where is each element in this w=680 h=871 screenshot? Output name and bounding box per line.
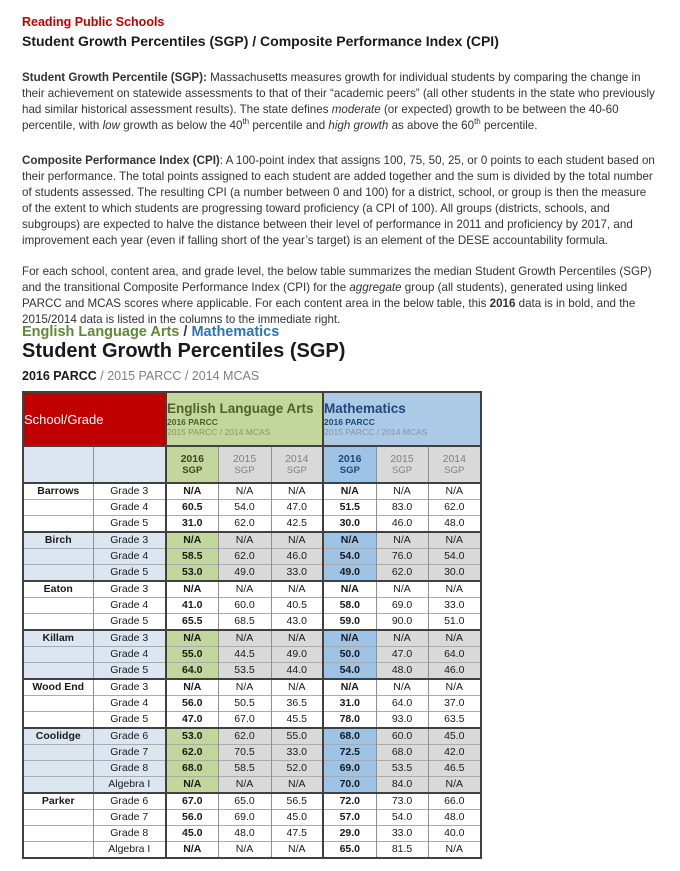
sgp-value-cell: 65.5 [166, 614, 218, 631]
sgp-value-cell: 70.0 [323, 777, 376, 794]
math-section-header [323, 392, 481, 446]
sgp-value-cell: 81.5 [376, 842, 428, 859]
sgp-value-cell: 50.5 [218, 696, 271, 712]
sgp-value-cell: 76.0 [376, 549, 428, 565]
column-label: SGP [234, 464, 255, 476]
sgp-value-cell: 65.0 [218, 793, 271, 810]
column-year: 2016 [338, 452, 362, 465]
sgp-value-cell: 51.5 [323, 500, 376, 516]
sgp-value-cell: 31.0 [323, 696, 376, 712]
sgp-table [22, 391, 482, 859]
table-row [23, 647, 481, 663]
text-segment: percentile. [480, 118, 538, 132]
sgp-value-cell: 31.0 [166, 516, 218, 533]
table-row [23, 696, 481, 712]
sgp-value-cell: 66.0 [428, 793, 481, 810]
sgp-value-cell: 54.0 [428, 549, 481, 565]
sgp-value-cell: N/A [428, 483, 481, 500]
sgp-value-cell: 48.0 [428, 516, 481, 533]
sgp-value-cell: 50.0 [323, 647, 376, 663]
sgp-value-cell: N/A [376, 630, 428, 647]
sgp-value-cell: 49.0 [271, 647, 323, 663]
school-name-cell [23, 663, 93, 680]
sgp-value-cell: 54.0 [376, 810, 428, 826]
text-segment: aggregate [349, 280, 402, 294]
grade-cell: Grade 5 [93, 565, 166, 582]
math-2015-column-header [376, 446, 428, 483]
sgp-value-cell: 56.0 [166, 810, 218, 826]
sgp-value-cell: 60.5 [166, 500, 218, 516]
grade-cell: Grade 3 [93, 679, 166, 696]
sgp-value-cell: 33.0 [271, 565, 323, 582]
text-segment: 2016 [489, 296, 516, 310]
sgp-value-cell: 58.5 [166, 549, 218, 565]
sgp-value-cell: 36.5 [271, 696, 323, 712]
sgp-value-cell: N/A [271, 842, 323, 859]
sgp-value-cell: 83.0 [376, 500, 428, 516]
sgp-value-cell: 40.5 [271, 598, 323, 614]
sgp-value-cell: N/A [428, 842, 481, 859]
column-label: SGP [182, 464, 203, 476]
sgp-value-cell: N/A [271, 532, 323, 549]
sgp-value-cell: N/A [271, 581, 323, 598]
sgp-value-cell: N/A [323, 581, 376, 598]
grade-cell: Grade 4 [93, 549, 166, 565]
table-row [23, 777, 481, 794]
sgp-value-cell: 69.0 [323, 761, 376, 777]
sgp-value-cell: 59.0 [323, 614, 376, 631]
sgp-value-cell: 53.0 [166, 565, 218, 582]
math-2016-column-header [323, 446, 376, 483]
sgp-value-cell: 62.0 [428, 500, 481, 516]
grade-cell: Grade 8 [93, 761, 166, 777]
sgp-value-cell: 42.5 [271, 516, 323, 533]
table-header-row-2 [23, 446, 481, 483]
text-segment: Composite Performance Index (CPI) [22, 153, 220, 167]
sgp-value-cell: 49.0 [218, 565, 271, 582]
sgp-value-cell: 54.0 [218, 500, 271, 516]
ela-2014-column-header [271, 446, 323, 483]
sgp-table-body [23, 483, 481, 858]
math-2014-column-header [428, 446, 481, 483]
table-row [23, 810, 481, 826]
sgp-value-cell: N/A [166, 483, 218, 500]
table-row [23, 483, 481, 500]
sgp-section-title: Student Growth Percentiles (SGP) [22, 340, 346, 362]
text-segment: percentile and [249, 118, 329, 132]
school-name-cell [23, 810, 93, 826]
text-segment: (or expected) growth to be between the 40-60 percentile, with [22, 102, 619, 132]
sgp-value-cell: 47.0 [271, 500, 323, 516]
sgp-value-cell: 56.5 [271, 793, 323, 810]
sgp-value-cell: 47.0 [376, 647, 428, 663]
table-row [23, 712, 481, 729]
sgp-value-cell: 44.0 [271, 663, 323, 680]
sgp-value-cell: N/A [218, 630, 271, 647]
sgp-value-cell: 57.0 [323, 810, 376, 826]
sgp-value-cell: 29.0 [323, 826, 376, 842]
sgp-value-cell: N/A [376, 532, 428, 549]
sgp-value-cell: 68.0 [323, 728, 376, 745]
ela-header-prior-years: 2015 PARCC / 2014 MCAS [167, 427, 271, 437]
data-sources-line [22, 369, 259, 383]
sgp-value-cell: 37.0 [428, 696, 481, 712]
table-row [23, 728, 481, 745]
school-name-cell [23, 500, 93, 516]
school-name-cell: Coolidge [23, 728, 93, 745]
school-name-cell: Killam [23, 630, 93, 647]
sgp-value-cell: 67.0 [218, 712, 271, 729]
sgp-value-cell: N/A [376, 581, 428, 598]
ela-header-title: English Language Arts [167, 401, 314, 416]
sgp-value-cell: N/A [218, 842, 271, 859]
sgp-value-cell: 53.0 [166, 728, 218, 745]
sgp-value-cell: N/A [376, 679, 428, 696]
text-segment: high growth [328, 118, 389, 132]
ela-2016-column-header [166, 446, 218, 483]
table-row [23, 793, 481, 810]
sgp-value-cell: N/A [271, 777, 323, 794]
source-2016-parcc: 2016 PARCC [22, 369, 97, 383]
sgp-value-cell: N/A [428, 630, 481, 647]
sgp-value-cell: 62.0 [218, 549, 271, 565]
sgp-value-cell: 40.0 [428, 826, 481, 842]
grade-cell: Grade 5 [93, 663, 166, 680]
sgp-value-cell: 70.5 [218, 745, 271, 761]
sgp-value-cell: N/A [166, 679, 218, 696]
sgp-value-cell: 52.0 [271, 761, 323, 777]
sgp-value-cell: 42.0 [428, 745, 481, 761]
sgp-value-cell: 72.0 [323, 793, 376, 810]
sgp-value-cell: N/A [271, 679, 323, 696]
sgp-value-cell: 47.0 [166, 712, 218, 729]
column-label: SGP [286, 464, 307, 476]
sgp-value-cell: 48.0 [218, 826, 271, 842]
sgp-value-cell: N/A [376, 483, 428, 500]
sgp-value-cell: 72.5 [323, 745, 376, 761]
sgp-value-cell: N/A [428, 679, 481, 696]
school-name-cell [23, 712, 93, 729]
school-name-cell: Wood End [23, 679, 93, 696]
school-name-cell [23, 842, 93, 859]
sgp-value-cell: 48.0 [376, 663, 428, 680]
table-row [23, 826, 481, 842]
school-name-cell: Birch [23, 532, 93, 549]
column-year: 2015 [232, 452, 257, 465]
sgp-value-cell: N/A [166, 777, 218, 794]
sgp-value-cell: 33.0 [376, 826, 428, 842]
sgp-value-cell: 45.0 [428, 728, 481, 745]
sgp-value-cell: 58.5 [218, 761, 271, 777]
sgp-value-cell: 51.0 [428, 614, 481, 631]
sgp-value-cell: 62.0 [218, 516, 271, 533]
sgp-value-cell: 64.0 [376, 696, 428, 712]
sgp-value-cell: N/A [218, 581, 271, 598]
sgp-value-cell: 44.5 [218, 647, 271, 663]
sgp-value-cell: N/A [218, 532, 271, 549]
sgp-value-cell: 84.0 [376, 777, 428, 794]
grade-cell: Grade 5 [93, 614, 166, 631]
sgp-value-cell: 48.0 [428, 810, 481, 826]
grade-cell: Grade 5 [93, 516, 166, 533]
sgp-value-cell: 33.0 [271, 745, 323, 761]
table-row [23, 598, 481, 614]
table-row [23, 663, 481, 680]
sgp-value-cell: 54.0 [323, 663, 376, 680]
subject-heading [22, 324, 279, 340]
school-name-cell: Eaton [23, 581, 93, 598]
grade-cell: Grade 6 [93, 793, 166, 810]
grade-column-header [93, 446, 166, 483]
text-segment: For each school, content area, and grade level, the below table summarizes the median Student Growth Percentiles (SGP) and the transitional Composite Performance Index (CPI) for the [22, 264, 652, 294]
grade-cell: Grade 4 [93, 598, 166, 614]
column-year: 2015 [390, 452, 414, 465]
school-name-cell [23, 647, 93, 663]
sgp-value-cell: 30.0 [323, 516, 376, 533]
text-segment: moderate [331, 102, 381, 116]
sgp-value-cell: 45.5 [271, 712, 323, 729]
table-row [23, 745, 481, 761]
grade-cell: Grade 5 [93, 712, 166, 729]
text-segment: data is in bold, and the 2015/2014 data is listed in the columns to the immediate right. [22, 296, 636, 326]
sgp-value-cell: N/A [166, 630, 218, 647]
school-name-cell: Barrows [23, 483, 93, 500]
sgp-value-cell: 64.0 [428, 647, 481, 663]
sgp-value-cell: 64.0 [166, 663, 218, 680]
ela-heading-text: English Language Arts [22, 324, 180, 340]
sgp-value-cell: 78.0 [323, 712, 376, 729]
cpi-definition-paragraph [22, 153, 658, 249]
grade-cell: Algebra I [93, 842, 166, 859]
text-segment: : A 100-point index that assigns 100, 75, 50, 25, or 0 points to each student based on their performance. The total points assigned to each student are added together and the sum is divided by the total number of students assessed. The resulting CPI (a number between 0 and 100) for a district, school, or group is then the measure of the extent to which students are progressing toward proficiency (a CPI of 100). All groups (districts, schools, and subgroups) are expected to halve the distance between their level of performance in 2011 and proficiency by 2017, and improvement each year (even if falling short of the year’s target) is an element of the DESE accountability formula. [22, 153, 655, 247]
sgp-value-cell: 62.0 [218, 728, 271, 745]
sgp-value-cell: 45.0 [166, 826, 218, 842]
grade-cell: Grade 4 [93, 696, 166, 712]
column-year: 2016 [180, 452, 204, 465]
document-title: Student Growth Percentiles (SGP) / Composite Performance Index (CPI) [22, 33, 499, 49]
table-row [23, 549, 481, 565]
sgp-value-cell: 46.0 [376, 516, 428, 533]
ela-section-header [166, 392, 323, 446]
column-label: SGP [392, 464, 413, 476]
school-name-cell [23, 614, 93, 631]
sgp-value-cell: N/A [218, 679, 271, 696]
math-header-title: Mathematics [324, 401, 406, 416]
grade-cell: Grade 4 [93, 647, 166, 663]
sgp-value-cell: 46.0 [428, 663, 481, 680]
sgp-value-cell: 56.0 [166, 696, 218, 712]
table-row [23, 565, 481, 582]
school-column-header [23, 446, 93, 483]
sgp-value-cell: 45.0 [271, 810, 323, 826]
table-row [23, 842, 481, 859]
table-row [23, 516, 481, 533]
column-year: 2014 [442, 452, 466, 465]
grade-cell: Grade 3 [93, 630, 166, 647]
sgp-value-cell: 69.0 [218, 810, 271, 826]
sgp-value-cell: N/A [428, 532, 481, 549]
school-name-cell [23, 745, 93, 761]
grade-cell: Grade 4 [93, 500, 166, 516]
sgp-value-cell: 58.0 [323, 598, 376, 614]
table-row [23, 630, 481, 647]
sgp-value-cell: 53.5 [218, 663, 271, 680]
sgp-value-cell: N/A [323, 679, 376, 696]
school-name-cell [23, 516, 93, 533]
sgp-value-cell: 49.0 [323, 565, 376, 582]
sgp-value-cell: N/A [166, 532, 218, 549]
sgp-value-cell: N/A [323, 630, 376, 647]
table-row [23, 614, 481, 631]
grade-cell: Grade 7 [93, 745, 166, 761]
school-name-cell [23, 598, 93, 614]
column-label: SGP [339, 464, 360, 476]
sgp-value-cell: N/A [323, 483, 376, 500]
math-header-2016-parcc: 2016 PARCC [324, 417, 375, 427]
sgp-value-cell: 55.0 [271, 728, 323, 745]
sgp-definition-paragraph [22, 70, 658, 134]
sgp-value-cell: 65.0 [323, 842, 376, 859]
source-prior-years: / 2015 PARCC / 2014 MCAS [96, 369, 260, 383]
sgp-value-cell: 68.0 [376, 745, 428, 761]
table-row [23, 532, 481, 549]
table-intro-paragraph [22, 264, 658, 328]
sgp-value-cell: 67.0 [166, 793, 218, 810]
grade-cell: Grade 7 [93, 810, 166, 826]
text-segment: th [242, 116, 250, 126]
text-segment: Massachusetts measures growth for individual students by comparing the change in their achievement on statewide assessments to that of their “academic peers” (all other students in the state who previously had similar historical assessment results). The state defines [22, 70, 655, 116]
sgp-value-cell: 60.0 [218, 598, 271, 614]
table-row [23, 500, 481, 516]
text-segment: th [474, 116, 481, 126]
text-segment: Student Growth Percentile (SGP): [22, 70, 207, 84]
column-year: 2014 [285, 452, 309, 465]
sgp-value-cell: N/A [271, 630, 323, 647]
sgp-value-cell: 53.5 [376, 761, 428, 777]
school-name-cell [23, 565, 93, 582]
table-row [23, 581, 481, 598]
sgp-value-cell: 41.0 [166, 598, 218, 614]
sgp-value-cell: 54.0 [323, 549, 376, 565]
grade-cell: Grade 3 [93, 532, 166, 549]
sgp-value-cell: N/A [428, 581, 481, 598]
text-segment: growth as below the 40 [119, 118, 243, 132]
sgp-value-cell: 46.0 [271, 549, 323, 565]
school-name-cell [23, 761, 93, 777]
sgp-value-cell: 60.0 [376, 728, 428, 745]
school-name-cell [23, 826, 93, 842]
table-row [23, 679, 481, 696]
ela-header-2016-parcc: 2016 PARCC [167, 417, 218, 427]
school-name-cell: Parker [23, 793, 93, 810]
sgp-value-cell: 33.0 [428, 598, 481, 614]
text-segment: low [102, 118, 120, 132]
sgp-value-cell: 30.0 [428, 565, 481, 582]
district-title: Reading Public Schools [22, 15, 165, 29]
school-grade-header: School/Grade [23, 392, 166, 446]
grade-cell: Grade 3 [93, 581, 166, 598]
sgp-value-cell: 62.0 [376, 565, 428, 582]
sgp-value-cell: N/A [218, 777, 271, 794]
table-row [23, 761, 481, 777]
school-name-cell [23, 549, 93, 565]
sgp-value-cell: N/A [271, 483, 323, 500]
table-header-row-1 [23, 392, 481, 446]
text-segment: as above the 60 [388, 118, 475, 132]
school-name-cell [23, 696, 93, 712]
grade-cell: Grade 8 [93, 826, 166, 842]
school-name-cell [23, 777, 93, 794]
sgp-value-cell: 69.0 [376, 598, 428, 614]
sgp-value-cell: N/A [323, 532, 376, 549]
sgp-value-cell: N/A [166, 581, 218, 598]
sgp-value-cell: N/A [218, 483, 271, 500]
sgp-value-cell: 68.5 [218, 614, 271, 631]
sgp-value-cell: 62.0 [166, 745, 218, 761]
sgp-value-cell: 43.0 [271, 614, 323, 631]
ela-2015-column-header [218, 446, 271, 483]
grade-cell: Grade 3 [93, 483, 166, 500]
column-label: SGP [444, 464, 465, 476]
sgp-value-cell: 63.5 [428, 712, 481, 729]
sgp-value-cell: 68.0 [166, 761, 218, 777]
sgp-value-cell: 55.0 [166, 647, 218, 663]
sgp-value-cell: 46.5 [428, 761, 481, 777]
text-segment: group (all students), generated using linked PARCC and MCAS scores where applicable. For each content area in the below table, this [22, 280, 628, 310]
math-header-prior-years: 2015 PARCC / 2014 MCAS [324, 427, 428, 437]
grade-cell: Algebra I [93, 777, 166, 794]
sgp-value-cell: 47.5 [271, 826, 323, 842]
grade-cell: Grade 6 [93, 728, 166, 745]
sgp-value-cell: N/A [166, 842, 218, 859]
sgp-value-cell: 90.0 [376, 614, 428, 631]
sgp-value-cell: 73.0 [376, 793, 428, 810]
math-heading-text: Mathematics [191, 324, 280, 340]
sgp-value-cell: 93.0 [376, 712, 428, 729]
sgp-value-cell: N/A [428, 777, 481, 794]
subject-separator: / [179, 324, 192, 340]
